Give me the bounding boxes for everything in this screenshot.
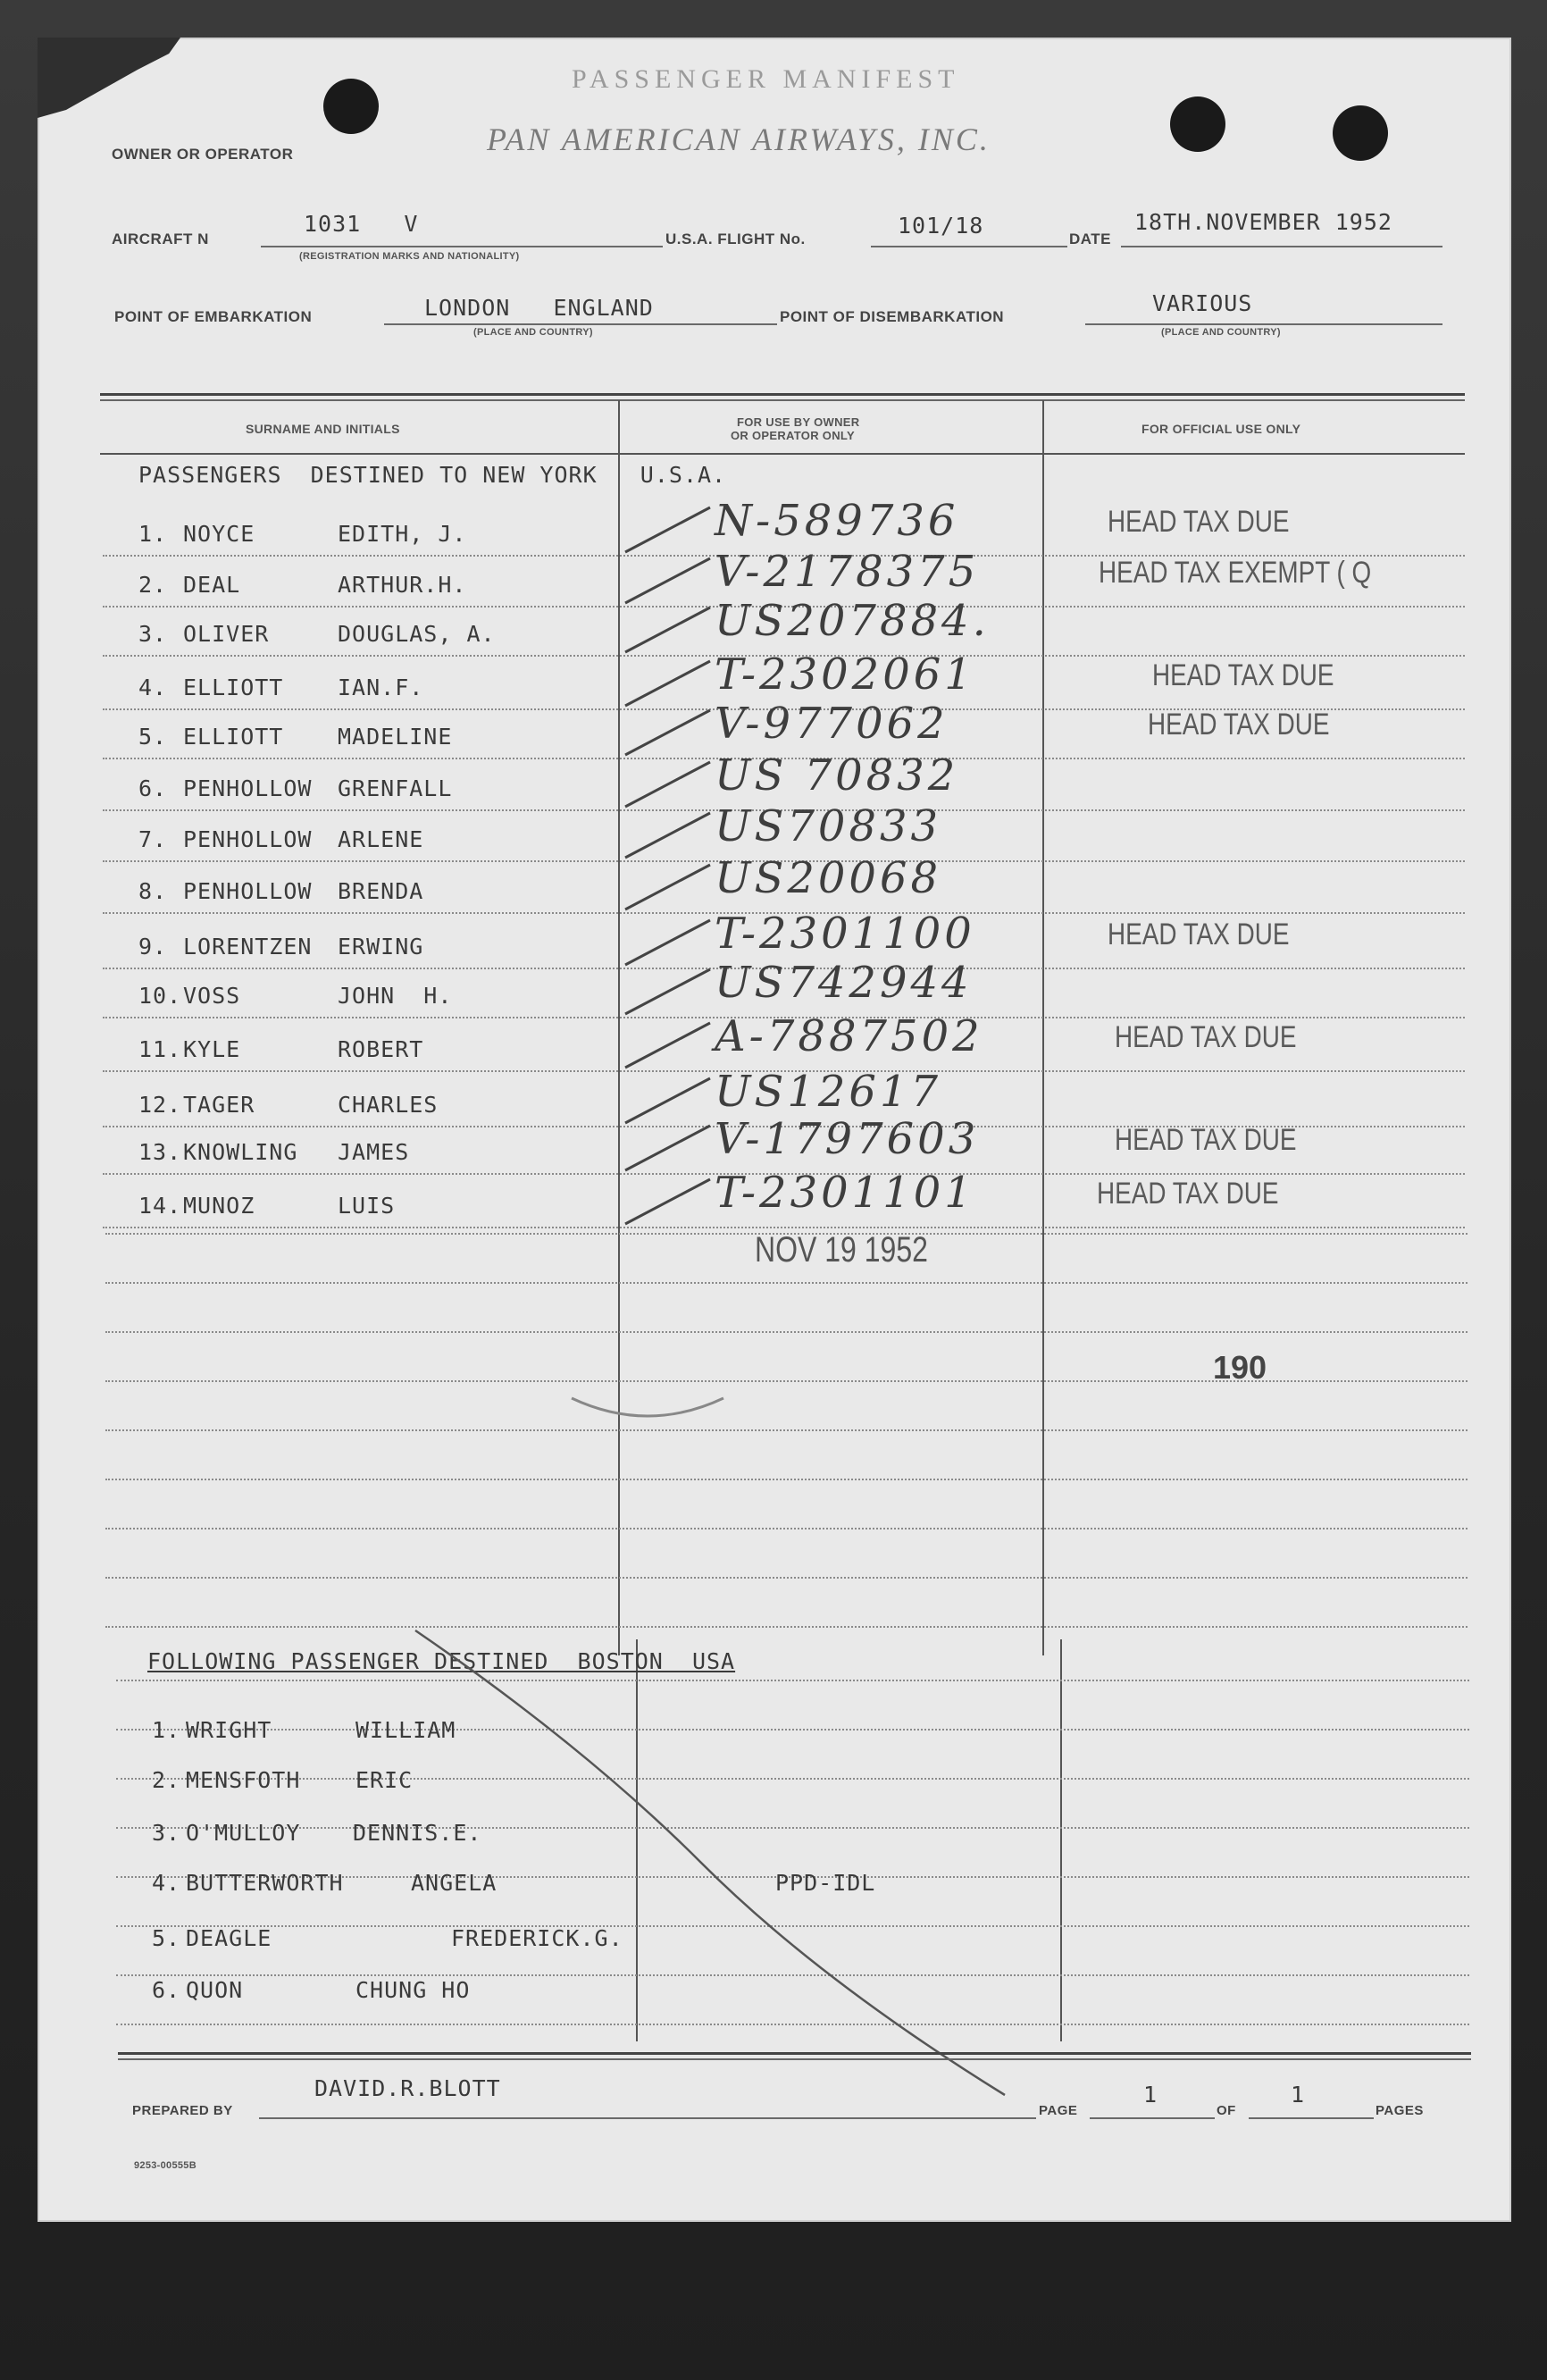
owner-label: OWNER OR OPERATOR [112,146,294,163]
check-mark [621,1121,719,1175]
check-mark [621,657,719,710]
check-mark [621,1175,719,1228]
column-header-surname: SURNAME AND INITIALS [246,422,400,436]
embarkation-sublabel: (PLACE AND COUNTRY) [473,327,593,338]
passenger-number: 7. [138,826,168,852]
pages-label: PAGES [1376,2103,1424,2118]
passenger-number: 6. [138,775,168,801]
passenger-surname: PENHOLLOW [183,775,313,801]
passenger-surname: DEAGLE [186,1925,272,1951]
passenger-number: 12. [138,1092,182,1118]
of-underline [1249,2117,1374,2119]
punch-hole [1333,105,1388,161]
passenger-given-names: ARLENE [338,826,424,852]
disembarkation-label: POINT OF DISEMBARKATION [780,308,1005,325]
check-mark [621,706,719,759]
passenger-surname: NOYCE [183,521,255,547]
date-value: 18TH.NOVEMBER 1952 [1134,209,1392,235]
passport-number: V-1797603 [715,1114,980,1164]
passport-number: US20068 [715,853,942,903]
passenger-number: 2. [152,1767,181,1793]
column-header-official: FOR OFFICIAL USE ONLY [1141,422,1301,436]
passenger-number: 6. [152,1977,181,2003]
check-mark [621,1074,719,1127]
passenger-given-names: EDITH, J. [338,521,467,547]
flight-label: U.S.A. FLIGHT No. [665,230,806,247]
official-stamp: HEAD TAX DUE [1108,918,1290,951]
passport-number: US207884. [715,596,990,646]
check-mark [621,758,719,811]
official-stamp: HEAD TAX DUE [1097,1177,1279,1211]
passport-number: US 70832 [715,750,959,800]
row-rule [105,1528,1468,1529]
passenger-given-names: ERWING [338,934,424,960]
row-rule [105,1479,1468,1480]
official-stamp: HEAD TAX DUE [1152,658,1334,692]
embarkation-value: LONDON ENGLAND [424,295,654,321]
disembarkation-value: VARIOUS [1152,290,1253,316]
passenger-number: 9. [138,934,168,960]
check-mark [621,860,719,914]
aircraft-sublabel: (REGISTRATION MARKS AND NATIONALITY) [299,251,520,262]
column-divider-2-lower [1060,1639,1062,2041]
check-mark [621,554,719,608]
passenger-given-names: IAN.F. [338,675,424,700]
passport-number: N-589736 [715,496,959,546]
embarkation-underline [384,323,777,325]
page-value: 1 [1143,2082,1158,2108]
punch-hole [323,79,379,134]
form-title: PASSENGER MANIFEST [572,64,960,94]
passport-number: V-977062 [715,699,949,749]
passenger-surname: O'MULLOY [186,1820,301,1846]
passport-number: US12617 [715,1067,942,1117]
passenger-number: 8. [138,878,168,904]
aircraft-value: 1031 V [304,211,419,237]
passenger-number: 1. [138,521,168,547]
date-label: DATE [1069,230,1112,247]
official-stamp: HEAD TAX DUE [1115,1123,1297,1157]
passenger-given-names: ROBERT [338,1036,424,1062]
passenger-surname: LORENTZEN [183,934,313,960]
aircraft-label: AIRCRAFT N [112,230,209,247]
prepared-by-underline [259,2117,1036,2119]
passport-number: V-2178375 [715,547,980,597]
embarkation-label: POINT OF EMBARKATION [114,308,313,325]
passenger-surname: MUNOZ [183,1193,255,1219]
cancellation-stroke [406,1622,1014,2104]
page-underline [1090,2117,1215,2119]
passport-number: T-2302061 [715,649,975,700]
passenger-given-names: FREDERICK.G. [451,1925,623,1951]
passenger-surname: KYLE [183,1036,241,1062]
row-rule [105,1282,1468,1284]
check-mark [621,916,719,969]
company-name: PAN AMERICAN AIRWAYS, INC. [487,122,991,157]
flight-value: 101/18 [898,213,984,239]
passenger-given-names: LUIS [338,1193,396,1219]
footer-rule [118,2052,1471,2055]
section1-heading: PASSENGERS DESTINED TO NEW YORK U.S.A. [138,462,727,488]
table-header-rule [100,453,1465,455]
passport-number: US70833 [715,801,942,851]
passenger-given-names: ERIC [355,1767,414,1793]
passenger-given-names: ARTHUR.H. [338,572,467,598]
passenger-surname: PENHOLLOW [183,826,313,852]
passenger-number: 4. [152,1870,181,1896]
passenger-surname: QUON [186,1977,244,2003]
passenger-surname: ELLIOTT [183,675,284,700]
passenger-surname: BUTTERWORTH [186,1870,344,1896]
form-code: 9253-00555B [134,2160,197,2171]
official-stamp: HEAD TAX DUE [1108,505,1290,539]
faded-seal-arc [567,1380,728,1425]
disembarkation-underline [1085,323,1442,325]
section2-heading: FOLLOWING PASSENGER DESTINED BOSTON USA [147,1648,736,1674]
column-divider-2 [1042,400,1044,1655]
passenger-number: 3. [152,1820,181,1846]
passenger-given-names: GRENFALL [338,775,453,801]
passport-number: US742944 [715,958,973,1008]
official-stamp: HEAD TAX EXEMPT ( Q [1099,556,1372,590]
column-divider-1 [618,400,620,1655]
passenger-number: 11. [138,1036,182,1062]
passenger-number: 5. [152,1925,181,1951]
passenger-surname: VOSS [183,983,241,1009]
column-header-owner-2: OR OPERATOR ONLY [731,429,855,442]
page-label: PAGE [1039,2103,1078,2118]
passenger-number: 3. [138,621,168,647]
passenger-given-names: BRENDA [338,878,424,904]
date-underline [1121,246,1442,247]
table-top-rule [100,393,1465,396]
row-rule [105,1577,1468,1579]
check-mark [621,1018,719,1072]
passenger-surname: PENHOLLOW [183,878,313,904]
passenger-number: 14. [138,1193,182,1219]
passenger-number: 4. [138,675,168,700]
ticket-note: PPD-IDL [775,1870,876,1896]
passenger-given-names: JOHN H. [338,983,453,1009]
passenger-given-names: ANGELA [411,1870,498,1896]
of-value: 1 [1291,2082,1306,2108]
check-mark [621,503,719,557]
date-stamp: NOV 19 1952 [755,1230,928,1270]
punch-hole [1170,96,1225,152]
passenger-surname: ELLIOTT [183,724,284,750]
passenger-surname: TAGER [183,1092,255,1118]
footer-rule-2 [118,2058,1471,2060]
row-rule [105,1380,1468,1382]
check-mark [621,809,719,862]
disembarkation-sublabel: (PLACE AND COUNTRY) [1161,327,1281,338]
of-label: OF [1217,2103,1236,2118]
passenger-surname: KNOWLING [183,1139,298,1165]
passenger-surname: OLIVER [183,621,270,647]
passenger-given-names: WILLIAM [355,1717,456,1743]
passenger-given-names: MADELINE [338,724,453,750]
aircraft-underline [261,246,663,247]
passenger-number: 13. [138,1139,182,1165]
passenger-surname: WRIGHT [186,1717,272,1743]
flight-underline [871,246,1067,247]
passenger-number: 10. [138,983,182,1009]
row-rule [105,1331,1468,1333]
row-rule [103,1227,1465,1228]
passenger-number: 5. [138,724,168,750]
passport-number: T-2301100 [715,909,975,959]
passenger-number: 1. [152,1717,181,1743]
check-mark [621,965,719,1018]
passport-number: T-2301101 [715,1168,975,1218]
passenger-number: 2. [138,572,168,598]
passenger-given-names: CHUNG HO [355,1977,471,2003]
passenger-given-names: DENNIS.E. [353,1820,482,1846]
official-stamp: HEAD TAX DUE [1115,1020,1297,1054]
passenger-surname: MENSFOTH [186,1767,301,1793]
row-rule [105,1429,1468,1431]
prepared-by-value: DAVID.R.BLOTT [314,2075,501,2101]
passenger-surname: DEAL [183,572,241,598]
check-mark [621,603,719,657]
column-header-owner-1: FOR USE BY OWNER [737,415,860,429]
passenger-given-names: CHARLES [338,1092,439,1118]
row-rule [105,1233,1468,1235]
table-top-rule-2 [100,399,1465,401]
official-stamp: HEAD TAX DUE [1148,708,1330,742]
prepared-by-label: PREPARED BY [132,2103,233,2118]
passenger-given-names: JAMES [338,1139,410,1165]
count-stamp: 190 [1213,1349,1267,1386]
passenger-given-names: DOUGLAS, A. [338,621,496,647]
passport-number: A-7887502 [715,1011,983,1061]
